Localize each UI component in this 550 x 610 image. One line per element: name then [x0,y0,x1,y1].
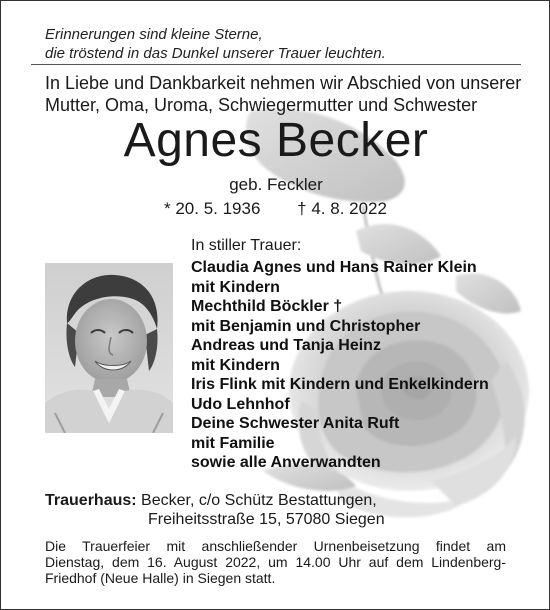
funeral-line-3: Friedhof (Neue Halle) in Siegen statt. [45,570,276,586]
mourner-line: mit Familie [191,434,275,452]
trauerhaus-label: Trauerhaus: [45,492,137,509]
mourner-line: Udo Lehnhof [191,395,290,413]
mourner-line: Iris Flink mit Kindern und Enkelkindern [191,376,489,393]
divider-line [31,64,521,65]
mourner-line: Mechthild Böckler † [191,298,343,315]
poem-line-2: die tröstend in das Dunkel unserer Trauer leuchten. [45,45,386,62]
portrait-photo [45,263,173,433]
intro-text [45,72,525,116]
mourner-line: Deine Schwester Anita Ruft [191,415,400,432]
life-dates [164,199,464,219]
funeral-line-1: Die Trauerfeier mit anschließender Urnenbeisetzung findet am [45,538,506,554]
mourner-line: Claudia Agnes und Hans Rainer Klein [191,259,477,276]
death-date: † 4. 8. 2022 [297,199,387,218]
trauerhaus-line-2: Freiheitsstraße 15, 57080 Siegen [148,511,385,528]
deceased-name: Agnes Becker [123,114,429,167]
mourner-line: mit Kindern [191,356,280,374]
mourner-line: sowie alle Anverwandten [191,454,381,471]
mourners-heading: In stiller Trauer: [191,237,302,254]
birth-date: * 20. 5. 1936 [164,199,261,218]
poem-quote [45,25,515,63]
trauerhaus-address [45,491,525,529]
mourner-line: mit Kindern [191,278,280,296]
mourner-line: Andreas und Tanja Heinz [191,337,381,354]
poem-line-1: Erinnerungen sind kleine Sterne, [45,26,263,43]
intro-line-2: Mutter, Oma, Uroma, Schwiegermutter und Schwester [45,95,478,115]
intro-line-1: In Liebe und Dankbarkeit nehmen wir Abschied von unserer [45,73,522,93]
birth-name: geb. Feckler [229,175,323,194]
funeral-line-2: Dienstag, dem 16. August 2022, um 14.00 Uhr auf dem Lindenberg- [45,554,506,570]
mourners-list [191,258,536,473]
funeral-info [45,538,506,586]
trauerhaus-line-1: Becker, c/o Schütz Bestattungen, [141,492,377,509]
mourner-line: mit Benjamin und Christopher [191,317,421,335]
portrait-icon [45,263,173,433]
